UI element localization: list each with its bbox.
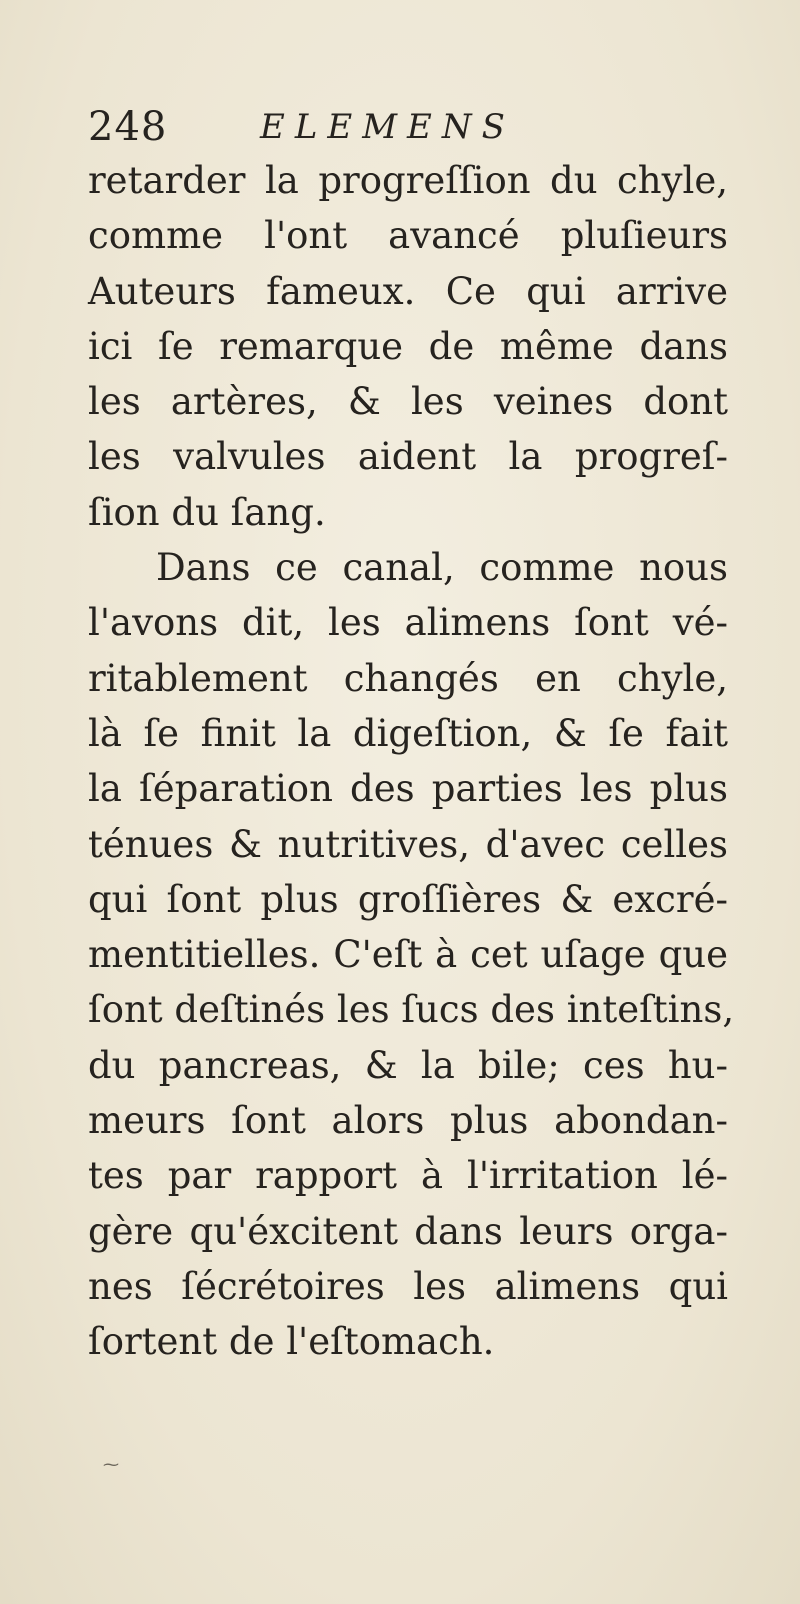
- text-line: ſortent de l'eſtomach.: [88, 1320, 495, 1364]
- paragraph-start-line: Dans ce canal, comme nous: [156, 546, 728, 590]
- text-line: qui ſont plus groſſières & excré-: [88, 877, 728, 921]
- text-line: comme l'ont avancé pluſieurs: [88, 214, 728, 258]
- text-line: retarder la progreſſion du chyle,: [88, 159, 728, 202]
- text-line: ſont deſtinés les ſucs des inteſtins,: [88, 988, 735, 1032]
- text-line: ici ſe remarque de même dans: [88, 324, 728, 368]
- running-head: ELEMENS: [260, 107, 515, 147]
- page-header: [88, 102, 728, 152]
- text-line: Auteurs fameux. Ce qui arrive: [88, 269, 728, 313]
- text-line: mentitielles. C'eſt à cet uſage que: [88, 933, 728, 977]
- text-line: les valvules aident la progreſ-: [88, 435, 728, 479]
- text-line: la ſéparation des parties les plus: [88, 767, 728, 811]
- text-line: l'avons dit, les alimens ſont vé-: [88, 601, 728, 645]
- text-line: ritablement changés en chyle,: [88, 656, 728, 700]
- printer-mark: ⁓: [103, 1455, 119, 1474]
- text-line: nes ſécrétoires les alimens qui: [88, 1264, 728, 1308]
- text-line: du pancreas, & la bile; ces hu-: [88, 1043, 728, 1087]
- text-line: tes par rapport à l'irritation lé-: [88, 1154, 728, 1198]
- body-text: [88, 153, 735, 1370]
- page-number: 248: [88, 104, 168, 150]
- text-line: gère qu'éxcitent dans leurs orga-: [88, 1209, 728, 1253]
- text-line: ténues & nutritives, d'avec celles: [88, 822, 728, 866]
- text-line: meurs ſont alors plus abondan-: [88, 1099, 728, 1143]
- text-line: là ſe finit la digeſtion, & ſe fait: [88, 711, 728, 755]
- text-line: les artères, & les veines dont: [88, 380, 728, 424]
- text-line: ſion du ſang.: [88, 490, 326, 534]
